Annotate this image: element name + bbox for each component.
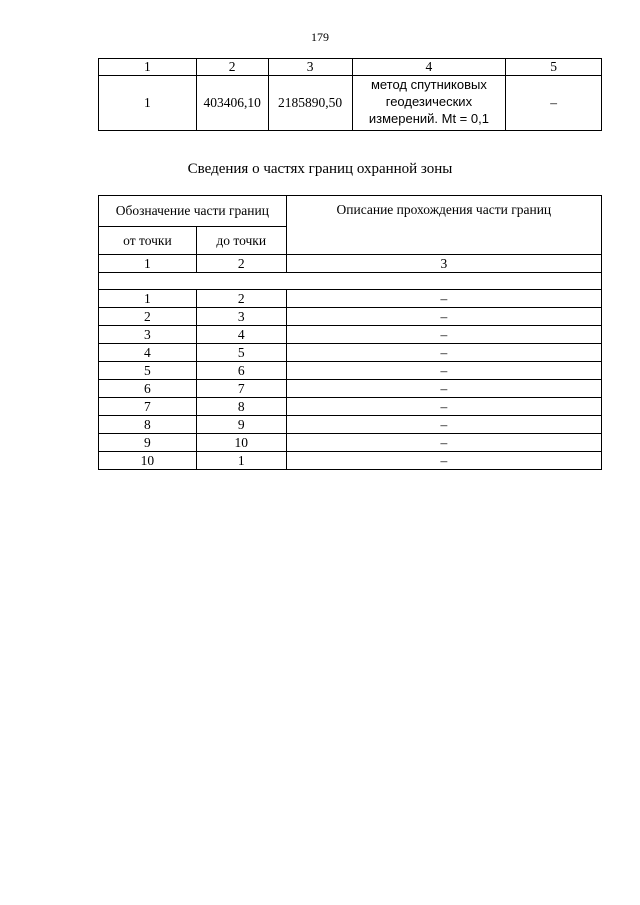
from-point-cell: 4: [99, 344, 197, 362]
boundary-description-header: Описание прохождения части границ: [286, 196, 601, 255]
to-point-cell: 10: [196, 434, 286, 452]
table-row: [99, 326, 602, 344]
to-point-cell: 2: [196, 290, 286, 308]
boundary-designation-header: Обозначение части границ: [99, 196, 287, 227]
table-row: [99, 416, 602, 434]
column-number-cell: 1: [99, 59, 197, 76]
method-line: метод спутниковых: [370, 77, 487, 93]
empty-row-cell: [99, 273, 602, 290]
to-point-cell: 3: [196, 308, 286, 326]
description-cell: –: [286, 416, 601, 434]
from-point-cell: 3: [99, 326, 197, 344]
from-point-cell: 6: [99, 380, 197, 398]
boundary-parts-table: [98, 195, 602, 470]
from-point-cell: 5: [99, 362, 197, 380]
column-number-cell: 3: [268, 59, 352, 76]
table-row: [99, 344, 602, 362]
column-number-cell: 1: [99, 255, 197, 273]
to-point-cell: 7: [196, 380, 286, 398]
from-point-cell: 9: [99, 434, 197, 452]
method-cell: [352, 75, 506, 130]
x-coordinate-cell: 403406,10: [196, 75, 268, 130]
table-row: [99, 380, 602, 398]
coordinates-header-row: [99, 59, 602, 76]
y-coordinate-cell: 2185890,50: [268, 75, 352, 130]
boundary-rows: [99, 290, 602, 470]
column-number-cell: 5: [506, 59, 602, 76]
from-point-header: от точки: [99, 227, 197, 255]
method-line: измерений. Mt = 0,1: [368, 110, 489, 126]
boundary-group-header-row: [99, 196, 602, 227]
description-cell: –: [286, 326, 601, 344]
coordinates-table: [98, 58, 602, 131]
from-point-cell: 8: [99, 416, 197, 434]
column-number-cell: 2: [196, 59, 268, 76]
from-point-cell: 10: [99, 452, 197, 470]
point-number-cell: 1: [99, 75, 197, 130]
table-row: [99, 452, 602, 470]
description-cell: –: [286, 380, 601, 398]
from-point-cell: 7: [99, 398, 197, 416]
table-row: [99, 362, 602, 380]
description-cell: –: [286, 362, 601, 380]
table-row: [99, 398, 602, 416]
description-cell: –: [286, 398, 601, 416]
method-line: геодезических: [385, 94, 473, 110]
to-point-cell: 5: [196, 344, 286, 362]
column-number-cell: 4: [352, 59, 506, 76]
to-point-cell: 8: [196, 398, 286, 416]
to-point-cell: 4: [196, 326, 286, 344]
table-row: [99, 308, 602, 326]
description-cell: –: [286, 344, 601, 362]
from-point-cell: 2: [99, 308, 197, 326]
section-title: Сведения о частях границ охранной зоны: [187, 161, 453, 177]
boundary-number-row: [99, 255, 602, 273]
page-number: 179: [311, 30, 329, 44]
to-point-cell: 1: [196, 452, 286, 470]
column-number-cell: 3: [286, 255, 601, 273]
coordinates-data-row: [99, 75, 602, 130]
boundary-spacer-row: [99, 273, 602, 290]
table-row: [99, 434, 602, 452]
point-description-cell: –: [506, 75, 602, 130]
table-row: [99, 290, 602, 308]
description-cell: –: [286, 308, 601, 326]
from-point-cell: 1: [99, 290, 197, 308]
to-point-cell: 9: [196, 416, 286, 434]
column-number-cell: 2: [196, 255, 286, 273]
to-point-cell: 6: [196, 362, 286, 380]
description-cell: –: [286, 290, 601, 308]
description-cell: –: [286, 452, 601, 470]
description-cell: –: [286, 434, 601, 452]
to-point-header: до точки: [196, 227, 286, 255]
